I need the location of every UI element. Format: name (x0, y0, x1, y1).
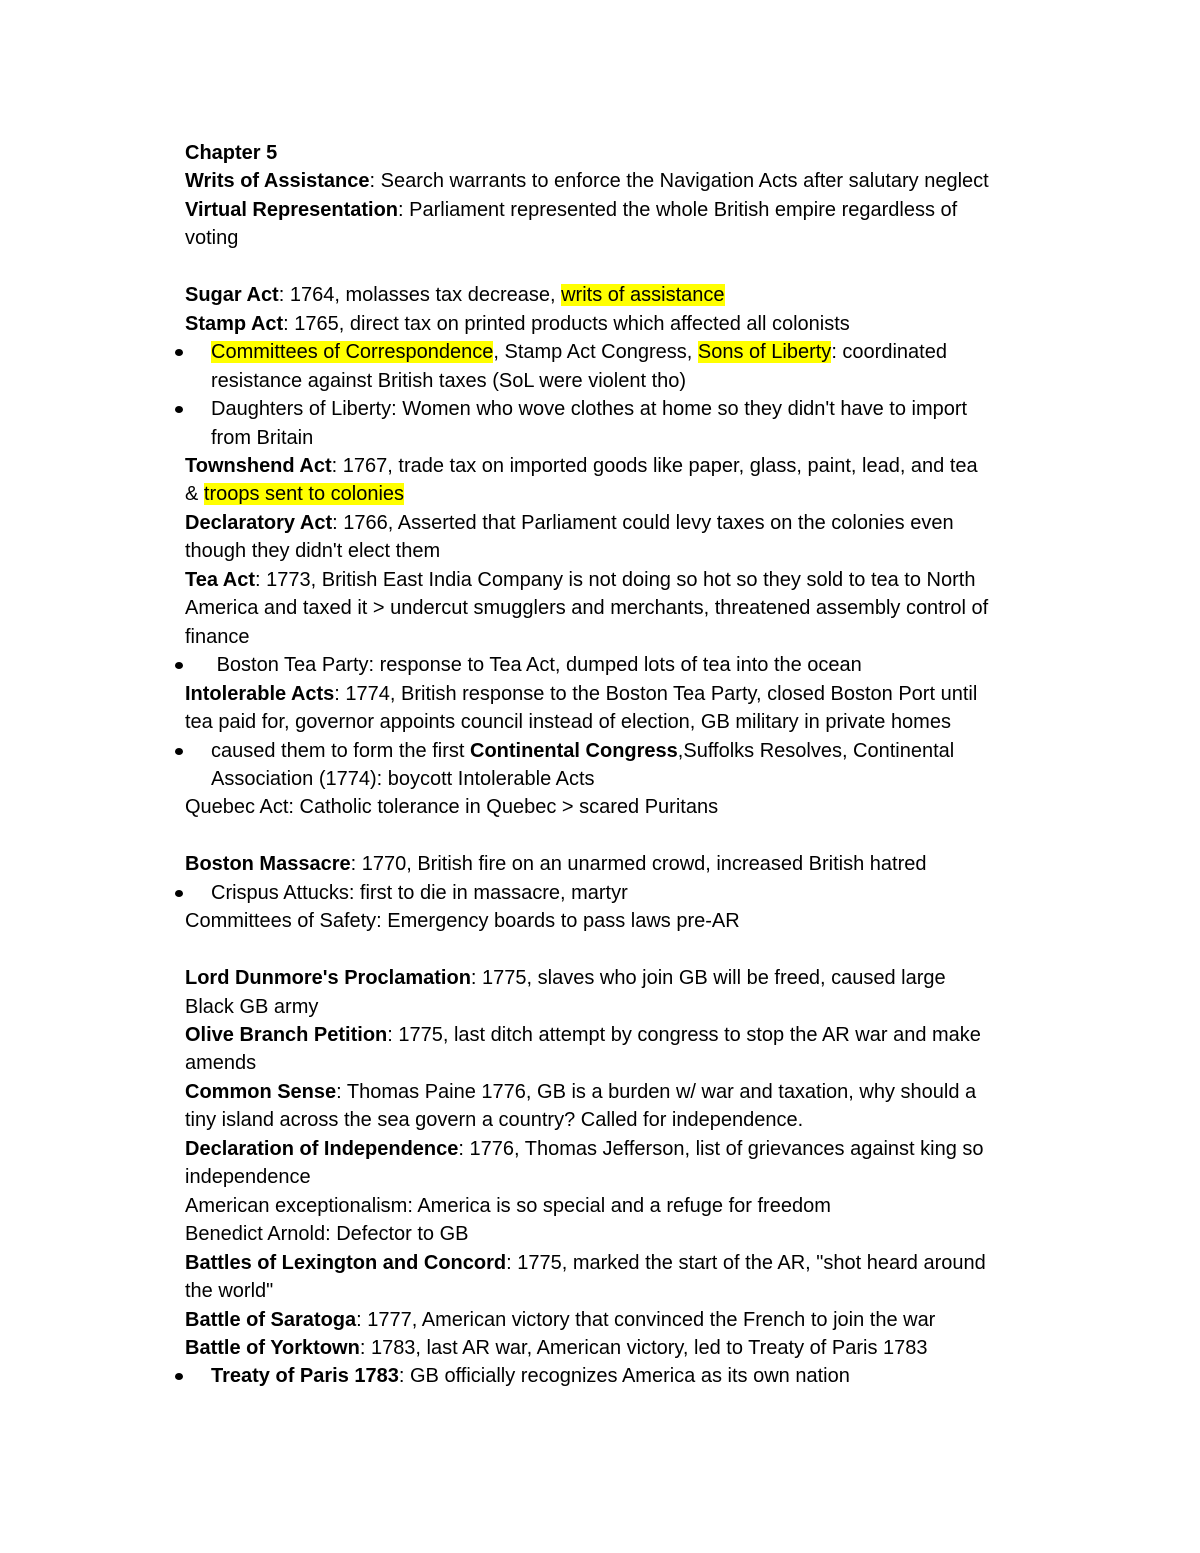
definition: : 1783, last AR war, American victory, led to Treaty of Paris 1783 (359, 1336, 928, 1359)
definition: : 1770, British fire on an unarmed crowd, increased British hatred (350, 853, 927, 876)
term: Common Sense (185, 1080, 337, 1103)
bullet-icon (175, 890, 183, 897)
term: Lord Dunmore's Proclamation (185, 967, 471, 990)
term: Declaration of Independence (185, 1137, 459, 1160)
chapter-title: Chapter 5 (185, 142, 278, 164)
lexington-concord-continuation: the world" (185, 1280, 274, 1303)
bullet-icon (175, 349, 183, 356)
bullet-icon (175, 662, 183, 669)
term: Stamp Act (185, 312, 284, 335)
highlighted-text: Sons of Liberty (697, 341, 832, 364)
definition: : 1767, trade tax on imported goods like paper, glass, paint, lead, and tea (331, 454, 978, 477)
common-sense-entry (185, 1078, 1085, 1106)
tea-act-continuation: America and taxed it > undercut smugglers and merchants, threatened assembly control of (185, 597, 989, 620)
olive-branch-continuation: amends (185, 1052, 257, 1075)
sugar-act-entry (185, 281, 1085, 309)
declaratory-act-entry (185, 509, 1085, 537)
term: Boston Massacre (185, 853, 351, 876)
battle-of-saratoga-entry (185, 1306, 1085, 1334)
term: Battles of Lexington and Concord (185, 1251, 507, 1274)
intolerable-acts-entry (185, 680, 1085, 708)
document-page (185, 139, 1085, 1391)
definition: : 1764, molasses tax decrease, (278, 284, 562, 307)
declaration-of-independence-entry (185, 1135, 1085, 1163)
stamp-act-entry (185, 310, 1085, 338)
benedict-arnold-entry: Benedict Arnold: Defector to GB (185, 1223, 469, 1246)
term: Battle of Saratoga (185, 1308, 357, 1331)
term: Olive Branch Petition (185, 1024, 388, 1046)
blank-line (185, 936, 1085, 964)
townshend-act-continuation: & troops sent to colonies (185, 483, 405, 506)
definition: : Thomas Paine 1776, GB is a burden w/ war and taxation, why should a (336, 1080, 977, 1103)
blank-line (185, 253, 1085, 281)
writs-of-assistance-entry (185, 167, 1085, 195)
lord-dunmore-entry (185, 964, 1085, 992)
highlighted-text: writs of assistance (561, 284, 725, 307)
definition: : 1775, slaves who join GB will be freed, caused large (470, 967, 946, 990)
bullet-icon (175, 1373, 183, 1380)
bullet-icon (175, 406, 183, 413)
term: Tea Act (185, 568, 256, 591)
quebec-act-entry: Quebec Act: Catholic tolerance in Quebec > scared Puritans (185, 796, 719, 819)
definition: : 1765, direct tax on printed products which affected all colonists (283, 312, 850, 335)
townshend-act-entry (185, 452, 1085, 480)
term: Writs of Assistance (185, 170, 370, 193)
term: Townshend Act (185, 454, 332, 477)
declaratory-act-continuation: though they didn't elect them (185, 540, 441, 563)
definition: : 1773, British East India Company is not doing so hot so they sold to tea to North (255, 568, 976, 591)
term: Declaratory Act (185, 511, 333, 534)
term: Intolerable Acts (185, 682, 335, 705)
american-exceptionalism-entry: American exceptionalism: America is so special and a refuge for freedom (185, 1194, 831, 1217)
common-sense-continuation: tiny island across the sea govern a country? Called for independence. (185, 1109, 804, 1132)
bullet-continental-congress: caused them to form the first Continental Congress,Suffolks Resolves, Continental (185, 737, 1085, 765)
blank-line (185, 822, 1085, 850)
definition: : 1766, Asserted that Parliament could levy taxes on the colonies even (332, 511, 954, 534)
definition: : 1775, marked the start of the AR, "shot heard around (506, 1251, 986, 1274)
intolerable-acts-continuation: tea paid for, governor appoints council instead of election, GB military in private homes (185, 711, 951, 734)
declaration-continuation: independence (185, 1166, 311, 1189)
tea-act-entry (185, 566, 1085, 594)
definition: : 1777, American victory that convinced the French to join the war (356, 1308, 936, 1331)
tea-act-continuation: finance (185, 625, 250, 648)
highlighted-text: Committees of Correspondence (211, 341, 494, 364)
bullet-crispus-attucks: Crispus Attucks: first to die in massacre, martyr (185, 879, 1085, 907)
battle-of-yorktown-entry (185, 1334, 1085, 1362)
definition: : 1774, British response to the Boston Tea Party, closed Boston Port until (334, 682, 978, 705)
definition: : Parliament represented the whole British empire regardless of (398, 198, 958, 221)
boston-massacre-entry (185, 850, 1085, 878)
bullet-continuation: Association (1774): boycott Intolerable Acts (211, 767, 595, 790)
bullet-committees-of-correspondence: Committees of Correspondence, Stamp Act Congress, Sons of Liberty: coordinated (185, 338, 1085, 366)
term: Virtual Representation (185, 198, 399, 221)
definition: : 1776, Thomas Jefferson, list of grievances against king so (458, 1137, 984, 1160)
bullet-treaty-of-paris: Treaty of Paris 1783: GB officially recognizes America as its own nation (185, 1362, 1085, 1390)
bullet-continuation: from Britain (211, 426, 314, 449)
bullet-boston-tea-party: Boston Tea Party: response to Tea Act, dumped lots of tea into the ocean (185, 651, 1085, 679)
bullet-icon (175, 748, 183, 755)
highlighted-text: troops sent to colonies (203, 483, 405, 506)
lexington-concord-entry (185, 1249, 1085, 1277)
bullet-continuation: resistance against British taxes (SoL were violent tho) (211, 369, 687, 392)
term: Sugar Act (185, 284, 279, 307)
virtual-representation-continuation: voting (185, 227, 239, 250)
lord-dunmore-continuation: Black GB army (185, 995, 319, 1018)
definition: : 1775, last ditch attempt by congress to stop the AR war and make (387, 1024, 981, 1046)
definition: : Search warrants to enforce the Navigation Acts after salutary neglect (369, 170, 989, 193)
bullet-daughters-of-liberty: Daughters of Liberty: Women who wove clothes at home so they didn't have to import (185, 395, 1085, 423)
olive-branch-entry (185, 1021, 1085, 1049)
virtual-representation-entry (185, 196, 1085, 224)
term: Battle of Yorktown (185, 1336, 360, 1359)
committees-of-safety-entry: Committees of Safety: Emergency boards to pass laws pre-AR (185, 910, 740, 933)
